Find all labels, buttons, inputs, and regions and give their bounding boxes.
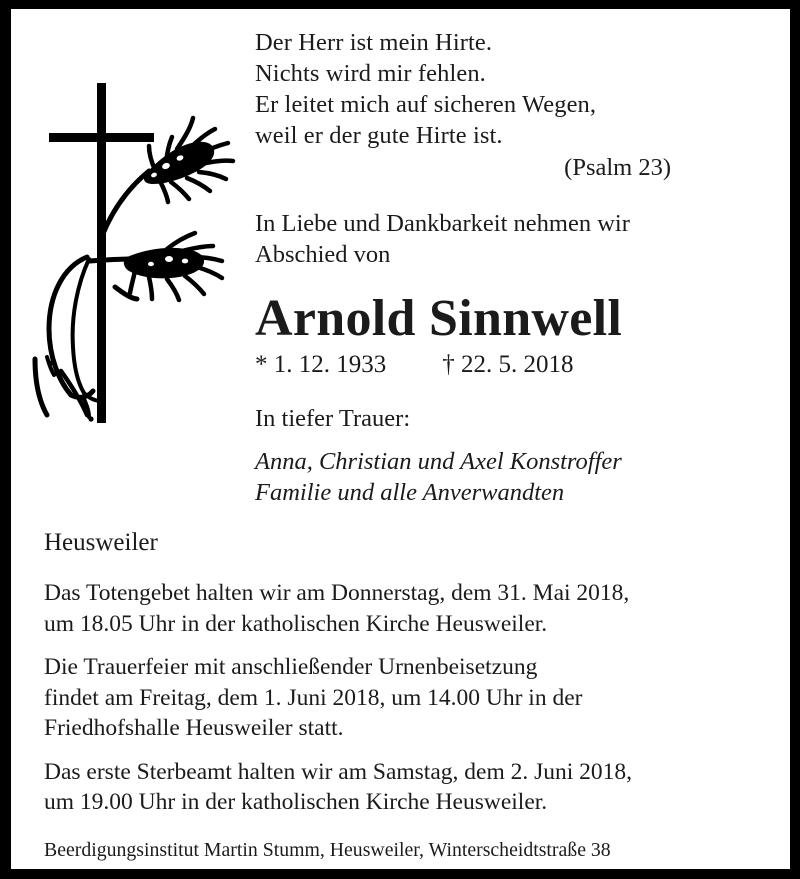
birth-date: 1. 12. 1933	[273, 351, 387, 378]
mourner-line: Familie und alle Anverwandten	[255, 479, 565, 506]
farewell-intro	[255, 208, 671, 270]
deceased-name: Arnold Sinnwell	[255, 290, 623, 347]
arrangement-paragraph	[44, 757, 760, 818]
birth-star-icon: *	[255, 351, 268, 378]
verse-line: Er leitet mich auf sicheren Wegen,	[255, 91, 597, 118]
verse-line: Nichts wird mir fehlen.	[255, 60, 486, 87]
mourners-heading: In tiefer Trauer:	[255, 405, 411, 432]
arrangement-line: um 18.05 Uhr in der katholischen Kirche Heusweiler.	[44, 610, 548, 637]
verse-source: (Psalm 23)	[564, 154, 671, 181]
death-date: 22. 5. 2018	[461, 351, 574, 378]
notice-inner	[11, 9, 790, 869]
intro-line: In Liebe und Dankbarkeit nehmen wir	[255, 210, 630, 237]
intro-line: Abschied von	[255, 241, 391, 268]
arrangement-line: Das erste Sterbeamt halten wir am Samstag, dem 2. Juni 2018,	[44, 758, 633, 785]
birth-date-group	[255, 351, 386, 378]
bible-verse	[255, 27, 671, 151]
death-date-group	[442, 351, 573, 378]
arrangement-line: findet am Freitag, dem 1. Juni 2018, um 14.00 Uhr in der	[44, 684, 583, 711]
lower-text-column	[44, 527, 760, 863]
arrangement-line: Die Trauerfeier mit anschließender Urnenbeisetzung	[44, 654, 538, 680]
mourners-names	[255, 446, 671, 508]
arrangement-line: Friedhofshalle Heusweiler statt.	[44, 715, 344, 741]
arrangement-line: Das Totengebet halten wir am Donnerstag, dem 31. Mai 2018,	[44, 580, 630, 606]
upper-text-column	[255, 27, 671, 508]
verse-line: weil er der gute Hirte ist.	[255, 122, 503, 149]
arrangement-paragraph	[44, 652, 760, 744]
dagger-icon: †	[442, 351, 455, 378]
funeral-home-credit: Beerdigungsinstitut Martin Stumm, Heusweiler, Winterscheidtstraße 38	[44, 838, 611, 861]
mourner-line: Anna, Christian und Axel Konstroffer	[255, 448, 622, 475]
arrangement-line: um 19.00 Uhr in der katholischen Kirche Heusweiler.	[44, 789, 548, 815]
verse-line: Der Herr ist mein Hirte.	[255, 29, 493, 56]
life-dates	[255, 349, 671, 381]
place-name: Heusweiler	[44, 529, 158, 556]
cross-with-wheat-ears-icon	[27, 71, 242, 426]
arrangement-paragraph	[44, 578, 760, 639]
